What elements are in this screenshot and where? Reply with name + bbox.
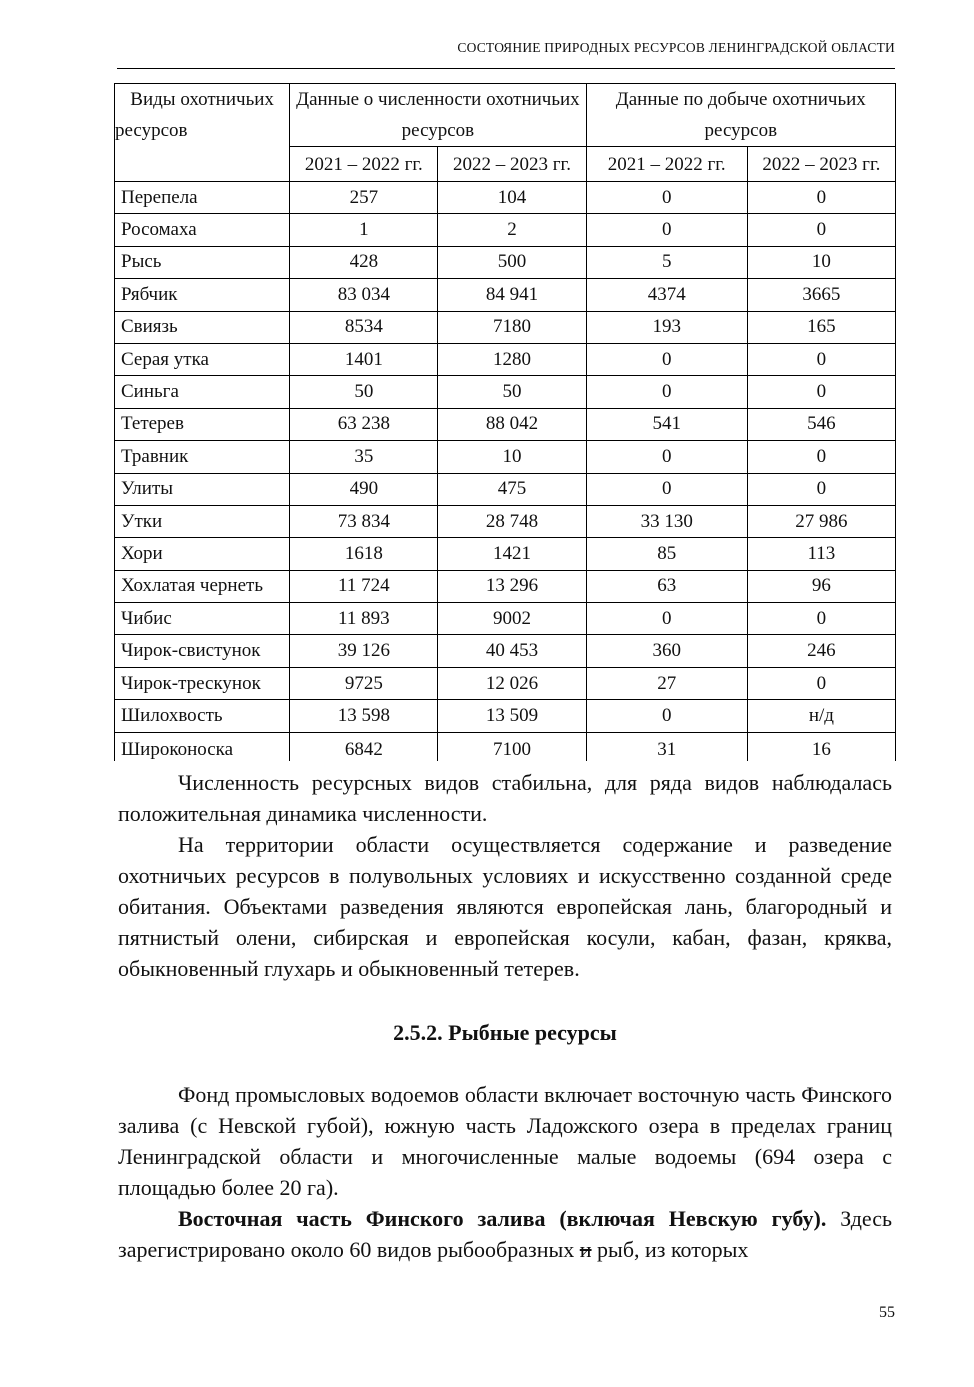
table-row (115, 343, 896, 375)
value-cell: н/д (747, 700, 895, 732)
value-cell: 193 (586, 311, 747, 343)
body-text-lower (118, 1079, 892, 1265)
value-cell: 1280 (438, 343, 586, 375)
value-cell: 13 598 (290, 700, 438, 732)
value-cell: 165 (747, 311, 895, 343)
body-text-upper (118, 767, 892, 984)
table-row (115, 311, 896, 343)
species-name-cell: Чибис (115, 603, 290, 635)
value-cell: 2 (438, 214, 586, 246)
finnish-gulf-text: Здесь зарегистрировано около 60 видов рыбообразных (118, 1206, 893, 1262)
value-cell: 0 (747, 667, 895, 699)
value-cell: 40 453 (438, 635, 586, 667)
value-cell: 83 034 (290, 279, 438, 311)
value-cell: 1421 (438, 538, 586, 570)
value-cell: 360 (586, 635, 747, 667)
struck-conjunction: и (579, 1237, 592, 1262)
species-name-cell: Серая утка (115, 343, 290, 375)
value-cell: 0 (586, 473, 747, 505)
value-cell: 7180 (438, 311, 586, 343)
table-row (115, 732, 896, 761)
value-cell: 12 026 (438, 667, 586, 699)
value-cell: 88 042 (438, 408, 586, 440)
hunting-resources-table (114, 83, 896, 761)
running-header: СОСТОЯНИЕ ПРИРОДНЫХ РЕСУРСОВ ЛЕНИНГРАДСКОЙ ОБЛАСТИ (457, 40, 895, 55)
species-name-cell: Травник (115, 441, 290, 473)
value-cell: 39 126 (290, 635, 438, 667)
paragraph-breeding: На территории области осуществляется содержание и разведение охотничьих ресурсов в полувольных условиях и искусственно созданной среде обитания. Объектами разведения являются европейская лань, благородный и пятнистый олени, сибирская и европейская косули, кабан, фазан, кряква, обыкновенный глухарь и обыкновенный тетерев. (118, 832, 892, 981)
value-cell: 28 748 (438, 505, 586, 537)
value-cell: 5 (586, 246, 747, 278)
value-cell: 1401 (290, 343, 438, 375)
value-cell: 96 (747, 570, 895, 602)
value-cell: 27 986 (747, 505, 895, 537)
value-cell: 0 (747, 473, 895, 505)
value-cell: 1618 (290, 538, 438, 570)
value-cell: 50 (290, 376, 438, 408)
harvest-group-header: Данные по добыче охотничьих ресурсов (586, 84, 895, 147)
value-cell: 490 (290, 473, 438, 505)
value-cell: 0 (747, 441, 895, 473)
value-cell: 0 (747, 182, 895, 214)
year-header: 2021 – 2022 гг. (290, 147, 438, 182)
table-row (115, 667, 896, 699)
species-name-cell: Шилохвость (115, 700, 290, 732)
species-name-cell: Рябчик (115, 279, 290, 311)
value-cell: 16 (747, 732, 895, 761)
value-cell: 10 (438, 441, 586, 473)
species-name-cell: Чирок-свистунок (115, 635, 290, 667)
table-row (115, 635, 896, 667)
value-cell: 84 941 (438, 279, 586, 311)
table-row (115, 570, 896, 602)
table-row (115, 441, 896, 473)
numbers-group-header: Данные о численности охотничьих ресурсов (290, 84, 586, 147)
section-heading: 2.5.2. Рыбные ресурсы (393, 1020, 617, 1045)
value-cell: 85 (586, 538, 747, 570)
value-cell: 9725 (290, 667, 438, 699)
value-cell: 428 (290, 246, 438, 278)
value-cell: 13 296 (438, 570, 586, 602)
species-name-cell: Чирок-трескунок (115, 667, 290, 699)
value-cell: 546 (747, 408, 895, 440)
page-number: 55 (879, 1304, 895, 1321)
table-row (115, 538, 896, 570)
value-cell: 0 (747, 603, 895, 635)
table-row (115, 376, 896, 408)
value-cell: 475 (438, 473, 586, 505)
species-name-cell: Синьга (115, 376, 290, 408)
value-cell: 0 (586, 214, 747, 246)
value-cell: 10 (747, 246, 895, 278)
species-name-cell: Тетерев (115, 408, 290, 440)
species-name-cell: Утки (115, 505, 290, 537)
value-cell: 50 (438, 376, 586, 408)
species-name-cell: Свиязь (115, 311, 290, 343)
table-row (115, 246, 896, 278)
value-cell: 0 (586, 376, 747, 408)
species-name-cell: Росомаха (115, 214, 290, 246)
species-name-cell: Хори (115, 538, 290, 570)
value-cell: 11 724 (290, 570, 438, 602)
table-row (115, 214, 896, 246)
year-header: 2021 – 2022 гг. (586, 147, 747, 182)
value-cell: 113 (747, 538, 895, 570)
value-cell: 8534 (290, 311, 438, 343)
value-cell: 6842 (290, 732, 438, 761)
table-row (115, 279, 896, 311)
value-cell: 0 (747, 376, 895, 408)
value-cell: 63 238 (290, 408, 438, 440)
species-name-cell: Хохлатая чернеть (115, 570, 290, 602)
value-cell: 27 (586, 667, 747, 699)
species-name-cell: Улиты (115, 473, 290, 505)
paragraph-finnish-gulf (118, 1203, 892, 1265)
table-row (115, 700, 896, 732)
value-cell: 7100 (438, 732, 586, 761)
finnish-gulf-bold-lead: Восточная часть Финского залива (включая Невскую губу). (178, 1206, 827, 1231)
paragraph-fishing-fund: Фонд промысловых водоемов области включает восточную часть Финского залива (с Невской губой), южную часть Ладожского озера в пределах границ Ленинградской области и многочисленные малые водоемы (694 озера с площадью более 20 га). (118, 1082, 892, 1200)
value-cell: 63 (586, 570, 747, 602)
value-cell: 0 (586, 343, 747, 375)
table-row (115, 505, 896, 537)
value-cell: 73 834 (290, 505, 438, 537)
species-name-cell: Рысь (115, 246, 290, 278)
value-cell: 257 (290, 182, 438, 214)
value-cell: 104 (438, 182, 586, 214)
value-cell: 246 (747, 635, 895, 667)
value-cell: 3665 (747, 279, 895, 311)
value-cell: 541 (586, 408, 747, 440)
value-cell: 4374 (586, 279, 747, 311)
species-name-cell: Широконоска (115, 732, 290, 761)
year-header: 2022 – 2023 гг. (438, 147, 586, 182)
value-cell: 33 130 (586, 505, 747, 537)
value-cell: 500 (438, 246, 586, 278)
value-cell: 13 509 (438, 700, 586, 732)
value-cell: 31 (586, 732, 747, 761)
header-rule (117, 68, 895, 69)
species-column-header: Виды охотничьих ресурсов (115, 84, 290, 182)
value-cell: 35 (290, 441, 438, 473)
paragraph-stability: Численность ресурсных видов стабильна, для ряда видов наблюдалась положительная динамика численности. (118, 770, 892, 826)
value-cell: 0 (747, 214, 895, 246)
table-row (115, 182, 896, 214)
table-row (115, 408, 896, 440)
table-row (115, 473, 896, 505)
value-cell: 0 (586, 700, 747, 732)
value-cell: 0 (586, 441, 747, 473)
finnish-gulf-text-end: рыб, из которых (591, 1237, 749, 1262)
value-cell: 11 893 (290, 603, 438, 635)
value-cell: 1 (290, 214, 438, 246)
value-cell: 0 (747, 343, 895, 375)
year-header: 2022 – 2023 гг. (747, 147, 895, 182)
value-cell: 0 (586, 182, 747, 214)
species-name-cell: Перепела (115, 182, 290, 214)
value-cell: 9002 (438, 603, 586, 635)
value-cell: 0 (586, 603, 747, 635)
table-row (115, 603, 896, 635)
